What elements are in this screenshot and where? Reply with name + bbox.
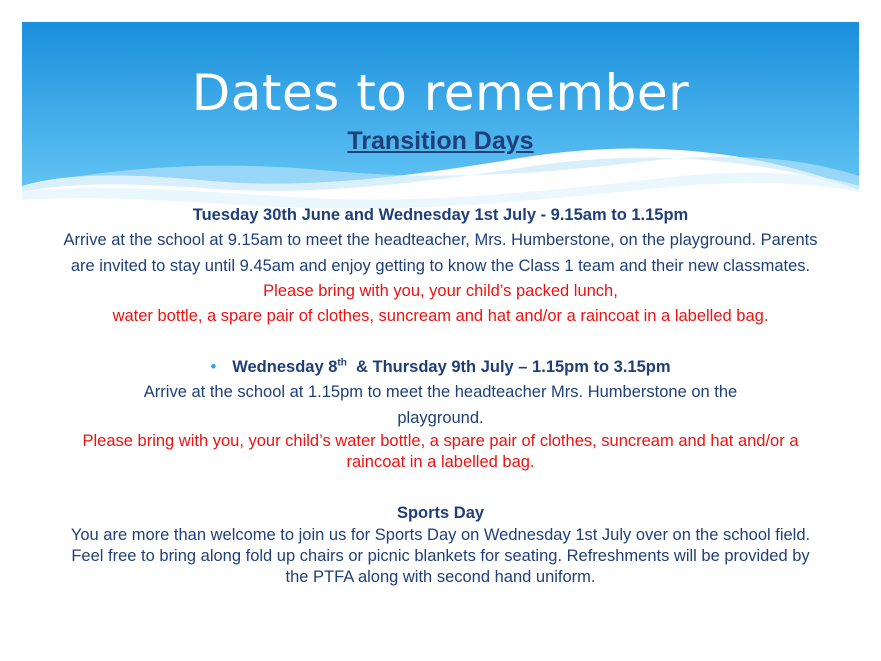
sports-day-heading: Sports Day [396,504,485,522]
transition-day-2-heading-part-2: & Thursday 9th July – 1.15pm to 3.15pm [346,358,671,376]
transition-day-1-heading: Tuesday 30th June and Wednesday 1st July - 9.15am to 1.15pm [192,206,689,224]
sports-day-body: You are more than welcome to join us for Sports Day on Wednesday 1st July over on the school field. Feel free to bring along fold up chairs or picnic blankets for seating. Refreshments will be provided by the PTFA along with second hand uniform. [70,526,811,586]
transition-day-2-heading-part-1: Wednesday 8 [232,358,338,376]
transition-day-2-heading [60,355,821,379]
ordinal-suffix: th [337,357,347,369]
spacer [60,329,821,355]
transition-day-2-reminder: Please bring with you, your child’s water bottle, a spare pair of clothes, suncream and hat and/or a raincoat in a labelled bag. [82,432,799,471]
transition-day-1-body: Arrive at the school at 9.15am to meet the headteacher, Mrs. Humberstone, on the playground. Parents are invited to stay until 9.45am and enjoy getting to know the Class 1 team and their new classmates. [63,231,818,275]
bullet-icon: • [210,358,217,376]
content-body [60,203,821,588]
page-title: Dates to remember [191,64,690,122]
spacer [60,473,821,501]
transition-day-2-body: Arrive at the school at 1.15pm to meet the headteacher Mrs. Humberstone on the playground. [143,383,738,427]
section-subtitle: Transition Days [347,127,534,155]
transition-day-1-reminder-line-2: water bottle, a spare pair of clothes, suncream and hat and/or a raincoat in a labelled bag. [112,307,769,325]
transition-day-1-reminder-line-1: Please bring with you, your child’s packed lunch, [263,282,618,300]
